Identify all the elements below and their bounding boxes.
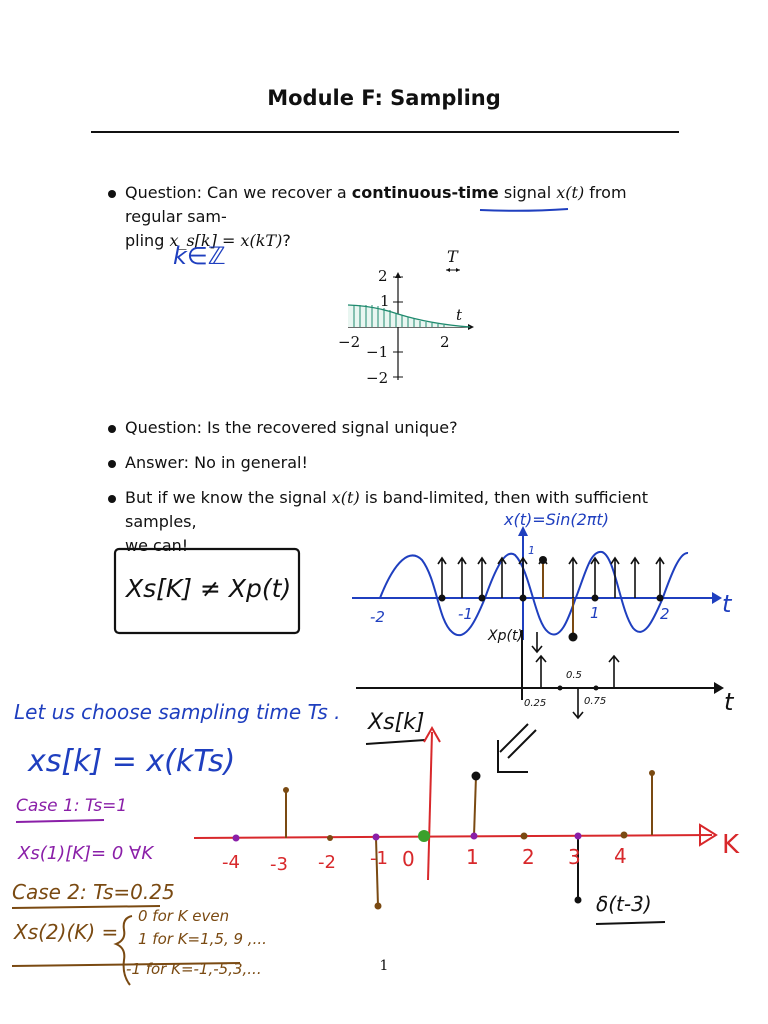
t-tick-m1: -1 [458,605,473,623]
tick-dot [558,686,563,691]
ytick-1: 1 [380,292,390,310]
ytick-m1: −1 [366,343,389,361]
t-tick-2: 2 [660,605,670,623]
text-span: from regular sam- [125,183,627,226]
period-arrow-head-right [456,268,460,272]
text-span: signal [498,183,557,202]
delta-label: δ(t-3) [596,892,652,916]
sample-point [521,833,528,840]
stem-dot [649,770,655,776]
sine-sampling-plot [352,526,722,642]
t-axis-name: t [722,590,732,618]
case2-line1: 0 for K even [138,907,230,925]
bullet-text: Answer: No in general! [125,453,308,472]
text-span: ? [282,231,291,250]
bullet-text: Question: Is the recovered signal unique? [125,418,458,437]
let-us-choose-note: Let us choose sampling time Ts . [14,700,341,724]
xt-definition: x(t)=Sin(2πt) [504,510,609,529]
stem-dot [472,772,481,781]
underline-delta [596,922,665,924]
xs-neq-xp-note: Xs[K] ≠ Xp(t) [126,574,292,603]
xtick-m2: −2 [338,333,361,351]
sample-point [327,835,333,841]
k-tick-4: 4 [614,844,627,868]
k-tick-m2: -2 [318,852,336,873]
impulse-up [609,656,619,688]
xs-amp-axis [428,732,432,880]
text-span: pling [125,231,170,250]
k-tick-2: 2 [522,845,535,869]
stem-k1 [474,776,476,836]
xp-t-axis-name: t [724,688,734,716]
decay-plot [348,268,474,380]
k-tick-1: 1 [466,845,479,869]
impulse-down [532,632,542,652]
bold-term: continuous-time [351,183,499,202]
ytick-2: 2 [378,267,388,285]
t-tick-1: 1 [590,604,600,622]
text-span: we can! [125,536,189,555]
math-xt: x(t) [331,488,360,507]
sample-point [471,833,478,840]
xs-formula: xs[k] = x(kTs) [28,744,236,779]
k-in-z-note: k∈ℤ [173,242,226,270]
sample-dot [520,595,527,602]
sample-dot [657,595,664,602]
t-tick-m2: -2 [370,608,385,626]
impulse-up [536,656,546,688]
k-tick-m4: -4 [222,852,240,873]
xtick-2: 2 [440,333,450,351]
k-axis-name: K [722,830,740,860]
underline-case1 [16,820,104,822]
xp-t-axis-arrow [714,682,724,694]
sample-point [575,833,582,840]
discrete-k-plot [194,728,716,910]
case1-label: Case 1: Ts=1 [16,796,128,816]
impulse-train [438,558,664,598]
sample-dot-neg [569,633,578,642]
underline-xt [480,209,568,211]
math-sampling: x_s[k] = x(kT) [169,231,283,250]
case2-line3: -1 for K=-1,-5,3,... [126,960,262,978]
case2-label: Case 2: Ts=0.25 [12,880,175,904]
xp-label: Xp(t) [488,628,523,644]
underline-xs [366,740,425,744]
tick-025: 0.25 [524,698,547,709]
sample-dot-pos [539,556,547,564]
sample-dot [592,595,599,602]
tick-05: 0.5 [566,670,582,681]
sample-point [373,834,380,841]
stem-dot [575,897,582,904]
period-label: T [447,247,458,266]
k-tick-0: 0 [402,847,415,871]
xs-label: Xs[k] [368,710,425,735]
sine-curve [380,552,688,635]
case1-result: Xs(1)[K]= 0 ∀K [18,843,154,864]
sample-dot [479,595,486,602]
k-tick-3: 3 [568,845,581,869]
ytick-m2: −2 [366,369,389,387]
sample-point [233,835,240,842]
period-arrow-head-left [446,268,450,272]
impulse-down [573,688,583,718]
tick-dot [594,686,599,691]
stem-dot [375,903,382,910]
t-axis-label: t [456,306,463,324]
amp-tick-1: 1 [528,544,535,557]
math-xt: x(t) [556,183,585,202]
t-axis-arrow [712,592,722,604]
case2-lhs: Xs(2)(K) = [14,920,119,944]
k-tick-m3: -3 [270,854,288,875]
page-title: Module F: Sampling [267,86,501,110]
sample-dot [439,595,446,602]
text-span: But if we know the signal [125,488,332,507]
k-tick-m1: -1 [370,848,388,869]
sample-point [621,832,628,839]
k-axis [194,835,712,838]
transform-arrow-icon [498,724,536,772]
stem-dot [283,787,289,793]
text-span: Question: Can we recover a [125,183,352,202]
page-number: 1 [379,958,389,974]
tick-075: 0.75 [584,696,607,707]
sample-point-origin [418,830,430,842]
text-span: is band-limited, then with sufficient samples, [125,488,649,531]
case2-line2: 1 for K=1,5, 9 ,... [138,930,267,948]
